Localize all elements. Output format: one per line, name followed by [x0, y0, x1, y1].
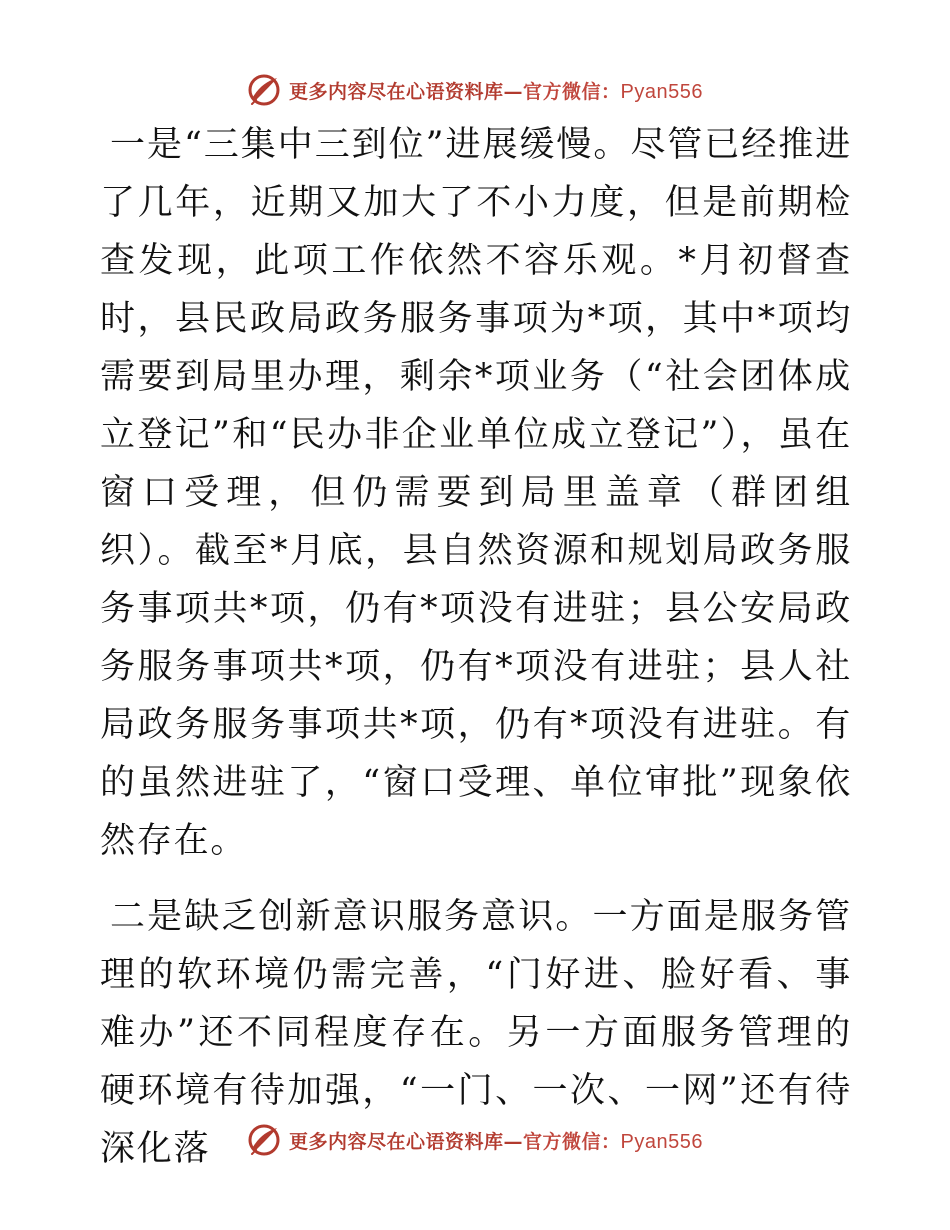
footer-watermark-text	[289, 1127, 703, 1154]
quill-logo-icon	[247, 73, 281, 107]
paragraph-1: 一是“三集中三到位”进展缓慢。尽管已经推进了几年，近期又加大了不小力度，但是前期检查发现，此项工作依然不容乐观。*月初督查时，县民政局政务服务事项为*项，其中*项均需要到局里办理，剩余*项业务（“社会团体成立登记”和“民办非企业单位成立登记”），虽在窗口受理，但仍需要到局里盖章（群团组织）。截至*月底，县自然资源和规划局政务服务事项共*项，仍有*项没有进驻；县公安局政务服务事项共*项，仍有*项没有进驻；县人社局政务服务事项共*项，仍有*项没有进驻。有的虽然进驻了，“窗口受理、单位审批”现象依然存在。	[100, 125, 852, 861]
header-watermark-text	[289, 77, 703, 104]
watermark-main-text: 更多内容尽在心语资料库	[289, 80, 504, 103]
watermark-wechat-label: 官方微信：	[523, 80, 621, 103]
paragraph-2: 二是缺乏创新意识服务意识。一方面是服务管理的软环境仍需完善，“门好进、脸好看、事难办”还不同程度存在。另一方面服务管理的硬环境有待加强，“一门、一次、一网”还有待深化落	[100, 897, 852, 1169]
watermark-dash: —	[503, 1130, 524, 1153]
watermark-dash: —	[503, 80, 524, 103]
header-watermark-banner	[0, 68, 950, 112]
watermark-main-text: 更多内容尽在心语资料库	[289, 1130, 504, 1153]
watermark-wechat-id: Pyan556	[620, 1130, 703, 1153]
watermark-wechat-label: 官方微信：	[523, 1130, 621, 1153]
watermark-wechat-id: Pyan556	[620, 80, 703, 103]
quill-logo-icon	[247, 1123, 281, 1157]
footer-watermark-banner	[0, 1118, 950, 1162]
document-body	[100, 116, 852, 1178]
